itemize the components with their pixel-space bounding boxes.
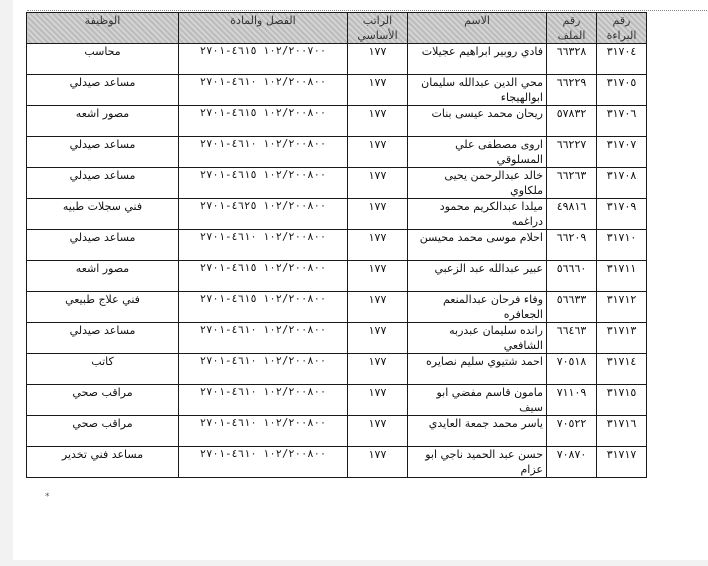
cell-chapter-item: ١٠٢/٢٠٠٨٠٠ ٤٦١٠-٢٧٠١ xyxy=(179,447,348,478)
cell-basic-salary: ١٧٧ xyxy=(348,75,408,106)
table-row xyxy=(27,230,647,261)
cell-chapter-item: ١٠٢/٢٠٠٨٠٠ ٤٦١٥-٢٧٠١ xyxy=(179,168,348,199)
cell-job: كاتب xyxy=(27,354,179,385)
cell-chapter-item: ١٠٢/٢٠٠٨٠٠ ٤٦١٥-٢٧٠١ xyxy=(179,292,348,323)
cell-job: مساعد فني تخدير xyxy=(27,447,179,478)
cell-seat-no: ٣١٧١٣ xyxy=(597,323,647,354)
cell-file-no: ٦٦٢٠٩ xyxy=(547,230,597,261)
table-row xyxy=(27,199,647,230)
margin-mark: * xyxy=(45,492,50,502)
cell-seat-no: ٣١٧٠٥ xyxy=(597,75,647,106)
cell-file-no: ٧٠٥١٨ xyxy=(547,354,597,385)
header-name: الاسم xyxy=(408,13,547,44)
cell-seat-no: ٣١٧٠٤ xyxy=(597,44,647,75)
cell-job: مساعد صيدلي xyxy=(27,230,179,261)
table-row xyxy=(27,106,647,137)
cell-job: مساعد صيدلي xyxy=(27,137,179,168)
cell-basic-salary: ١٧٧ xyxy=(348,385,408,416)
cell-basic-salary: ١٧٧ xyxy=(348,354,408,385)
cell-name: احمد شتيوي سليم نصايره xyxy=(408,354,547,385)
cell-file-no: ٦٦٢٢٧ xyxy=(547,137,597,168)
cell-seat-no: ٣١٧١٠ xyxy=(597,230,647,261)
table-row xyxy=(27,44,647,75)
cell-file-no: ٦٦٢٢٩ xyxy=(547,75,597,106)
cell-chapter-item: ١٠٢/٢٠٠٨٠٠ ٤٦١٥-٢٧٠١ xyxy=(179,106,348,137)
header-file-no: رقم الملف xyxy=(547,13,597,44)
cell-file-no: ٥٦٦٣٣ xyxy=(547,292,597,323)
cell-seat-no: ٣١٧١٤ xyxy=(597,354,647,385)
cell-job: مراقب صحي xyxy=(27,416,179,447)
cell-file-no: ٦٦٤٦٣ xyxy=(547,323,597,354)
cell-name: حسن عبد الحميد ناجي ابو عزام xyxy=(408,447,547,478)
table-row xyxy=(27,168,647,199)
cell-seat-no: ٣١٧١١ xyxy=(597,261,647,292)
cell-name: مامون قاسم مفضي ابو سيف xyxy=(408,385,547,416)
table-row xyxy=(27,75,647,106)
cell-job: فني علاج طبيعي xyxy=(27,292,179,323)
cell-chapter-item: ١٠٢/٢٠٠٨٠٠ ٤٦١٠-٢٧٠١ xyxy=(179,137,348,168)
cell-file-no: ٥٦٦٦٠ xyxy=(547,261,597,292)
table-row xyxy=(27,292,647,323)
cell-name: خالد عبدالرحمن يحيى ملكاوي xyxy=(408,168,547,199)
cell-job: مساعد صيدلي xyxy=(27,75,179,106)
cell-job: محاسب xyxy=(27,44,179,75)
cell-job: مساعد صيدلي xyxy=(27,323,179,354)
table-row xyxy=(27,354,647,385)
cell-seat-no: ٣١٧١٦ xyxy=(597,416,647,447)
cell-job: فني سجلات طبيه xyxy=(27,199,179,230)
employees-table xyxy=(26,12,647,478)
table-row xyxy=(27,323,647,354)
cell-name: فادي روبير ابراهيم عجيلات xyxy=(408,44,547,75)
header-seat-no: رقم البراءة xyxy=(597,13,647,44)
cell-basic-salary: ١٧٧ xyxy=(348,106,408,137)
cell-job: مصور اشعه xyxy=(27,106,179,137)
cell-file-no: ٧٠٥٢٢ xyxy=(547,416,597,447)
cell-name: عبير عبدالله عبد الزعبي xyxy=(408,261,547,292)
cell-seat-no: ٣١٧٠٦ xyxy=(597,106,647,137)
cell-job: مراقب صحي xyxy=(27,385,179,416)
cell-basic-salary: ١٧٧ xyxy=(348,447,408,478)
cell-seat-no: ٣١٧٠٧ xyxy=(597,137,647,168)
cell-basic-salary: ١٧٧ xyxy=(348,323,408,354)
top-divider xyxy=(27,0,707,11)
cell-basic-salary: ١٧٧ xyxy=(348,44,408,75)
table-row xyxy=(27,447,647,478)
cell-basic-salary: ١٧٧ xyxy=(348,137,408,168)
cell-basic-salary: ١٧٧ xyxy=(348,416,408,447)
header-row xyxy=(27,13,647,44)
cell-name: اروى مصطفى علي المسلوقي xyxy=(408,137,547,168)
table-row xyxy=(27,416,647,447)
cell-file-no: ٤٩٨١٦ xyxy=(547,199,597,230)
cell-seat-no: ٣١٧١٧ xyxy=(597,447,647,478)
cell-chapter-item: ١٠٢/٢٠٠٨٠٠ ٤٦١٠-٢٧٠١ xyxy=(179,323,348,354)
cell-name: احلام موسى محمد محيسن xyxy=(408,230,547,261)
cell-chapter-item: ١٠٢/٢٠٠٨٠٠ ٤٦١٠-٢٧٠١ xyxy=(179,75,348,106)
cell-name: ميلدا عبدالكريم محمود دراغمه xyxy=(408,199,547,230)
table-header xyxy=(27,13,647,44)
cell-chapter-item: ١٠٢/٢٠٠٨٠٠ ٤٦١٠-٢٧٠١ xyxy=(179,354,348,385)
cell-seat-no: ٣١٧١٥ xyxy=(597,385,647,416)
cell-chapter-item: ١٠٢/٢٠٠٨٠٠ ٤٦١٠-٢٧٠١ xyxy=(179,230,348,261)
cell-basic-salary: ١٧٧ xyxy=(348,230,408,261)
cell-chapter-item: ١٠٢/٢٠٠٨٠٠ ٤٦١٥-٢٧٠١ xyxy=(179,261,348,292)
header-job: الوظيفة xyxy=(27,13,179,44)
cell-chapter-item: ١٠٢/٢٠٠٨٠٠ ٤٦١٠-٢٧٠١ xyxy=(179,416,348,447)
cell-file-no: ٧٠٨٧٠ xyxy=(547,447,597,478)
cell-basic-salary: ١٧٧ xyxy=(348,292,408,323)
cell-job: مصور اشعه xyxy=(27,261,179,292)
cell-basic-salary: ١٧٧ xyxy=(348,168,408,199)
cell-seat-no: ٣١٧١٢ xyxy=(597,292,647,323)
header-basic-salary: الراتب الأساسي xyxy=(348,13,408,44)
cell-name: محي الدين عبدالله سليمان ابوالهيجاء xyxy=(408,75,547,106)
table-row xyxy=(27,137,647,168)
cell-seat-no: ٣١٧٠٨ xyxy=(597,168,647,199)
cell-basic-salary: ١٧٧ xyxy=(348,261,408,292)
cell-basic-salary: ١٧٧ xyxy=(348,199,408,230)
cell-job: مساعد صيدلي xyxy=(27,168,179,199)
table-row xyxy=(27,261,647,292)
cell-name: ياسر محمد جمعة العايدي xyxy=(408,416,547,447)
cell-chapter-item: ١٠٢/٢٠٠٨٠٠ ٤٦١٠-٢٧٠١ xyxy=(179,385,348,416)
cell-name: ريحان محمد عيسى بنات xyxy=(408,106,547,137)
table-body xyxy=(27,44,647,478)
cell-chapter-item: ١٠٢/٢٠٠٨٠٠ ٤٦٢٥-٢٧٠١ xyxy=(179,199,348,230)
cell-seat-no: ٣١٧٠٩ xyxy=(597,199,647,230)
header-chapter-item: الفصل والمادة xyxy=(179,13,348,44)
table-row xyxy=(27,385,647,416)
cell-name: رانده سليمان عبدربه الشافعي xyxy=(408,323,547,354)
cell-name: وفاء فرحان عبدالمنعم الجعافره xyxy=(408,292,547,323)
cell-file-no: ٧١١٠٩ xyxy=(547,385,597,416)
cell-file-no: ٦٦٢٦٣ xyxy=(547,168,597,199)
cell-chapter-item: ١٠٢/٢٠٠٧٠٠ ٤٦١٥-٢٧٠١ xyxy=(179,44,348,75)
cell-file-no: ٦٦٣٢٨ xyxy=(547,44,597,75)
cell-file-no: ٥٧٨٣٢ xyxy=(547,106,597,137)
